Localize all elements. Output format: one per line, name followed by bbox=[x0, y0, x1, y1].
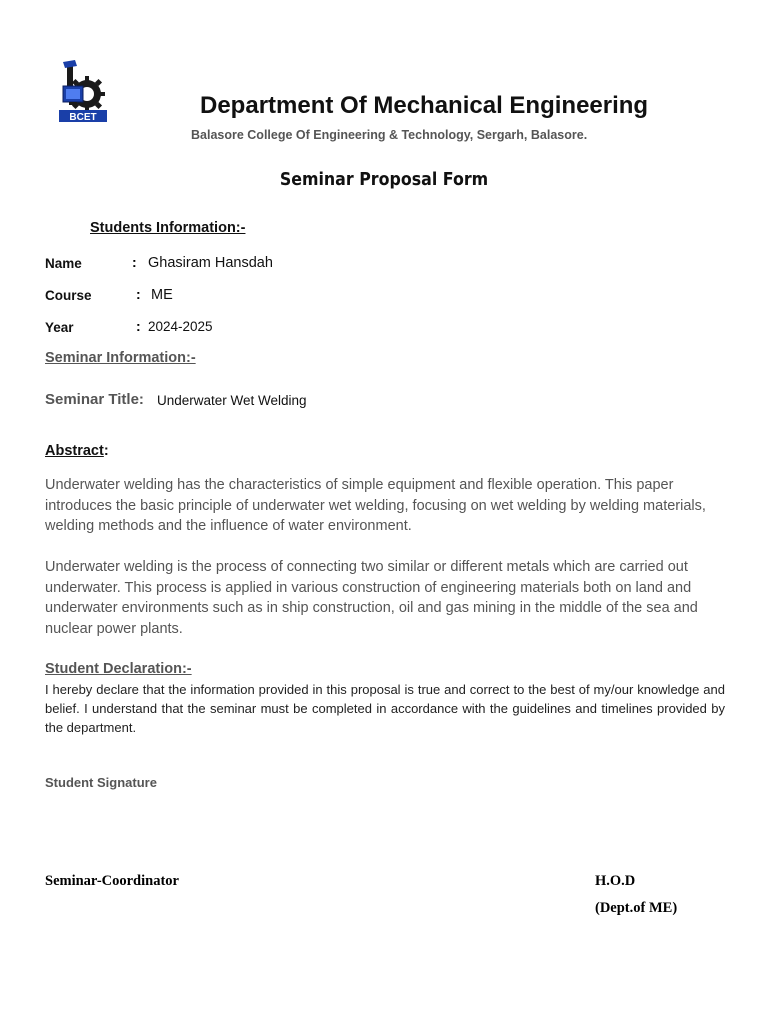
student-signature-label: Student Signature bbox=[45, 775, 157, 790]
abstract-heading bbox=[45, 443, 109, 459]
name-value: Ghasiram Hansdah bbox=[148, 255, 273, 271]
abstract-heading-text: Abstract bbox=[45, 443, 104, 459]
bcet-logo-icon bbox=[55, 56, 111, 126]
abstract-paragraph-2: Underwater welding is the process of connecting two similar or different metals which are carried out underwater. This process is applied in various construction of engineering materials both on land and underwater environments such as in ship construction, oil and gas mining in the middle of the sea and nuclear power plants. bbox=[45, 559, 698, 637]
abstract-paragraph-1: Underwater welding has the characteristics of simple equipment and flexible operation. This paper introduces the basic principle of underwater wet welding, focusing on wet welding by welding materials, welding methods and the influence of water environment. bbox=[45, 477, 706, 535]
seminar-info-heading: Seminar Information:- bbox=[45, 350, 196, 366]
form-title: Seminar Proposal Form bbox=[279, 169, 489, 190]
students-info-heading: Students Information:- bbox=[90, 220, 246, 236]
name-label: Name bbox=[45, 256, 82, 271]
abstract-heading-colon: : bbox=[103, 443, 109, 459]
seminar-title-label: Seminar Title: bbox=[45, 391, 144, 408]
year-colon: : bbox=[136, 318, 141, 334]
seminar-title-value: Underwater Wet Welding bbox=[157, 393, 307, 408]
hod-dept-label: (Dept.of ME) bbox=[595, 900, 678, 916]
year-value: 2024-2025 bbox=[148, 319, 213, 334]
course-label: Course bbox=[45, 288, 92, 303]
college-name: Balasore College Of Engineering & Technology, Sergarh, Balasore. bbox=[191, 128, 588, 142]
course-value: ME bbox=[151, 287, 173, 303]
declaration-heading: Student Declaration:- bbox=[45, 661, 192, 677]
logo-text: BCET bbox=[69, 112, 97, 123]
name-colon: : bbox=[132, 254, 137, 270]
department-title: Department Of Mechanical Engineering bbox=[200, 92, 649, 119]
course-colon: : bbox=[136, 286, 141, 302]
coordinator-label: Seminar-Coordinator bbox=[45, 873, 179, 889]
hod-label: H.O.D bbox=[595, 873, 636, 889]
declaration-text: I hereby declare that the information provided in this proposal is true and correct to the best of my/our knowledge and belief. I understand that the seminar must be completed in accordance with the guidelines and timelines provided by the department. bbox=[45, 682, 725, 735]
year-label: Year bbox=[45, 320, 74, 335]
college-logo bbox=[55, 56, 111, 126]
